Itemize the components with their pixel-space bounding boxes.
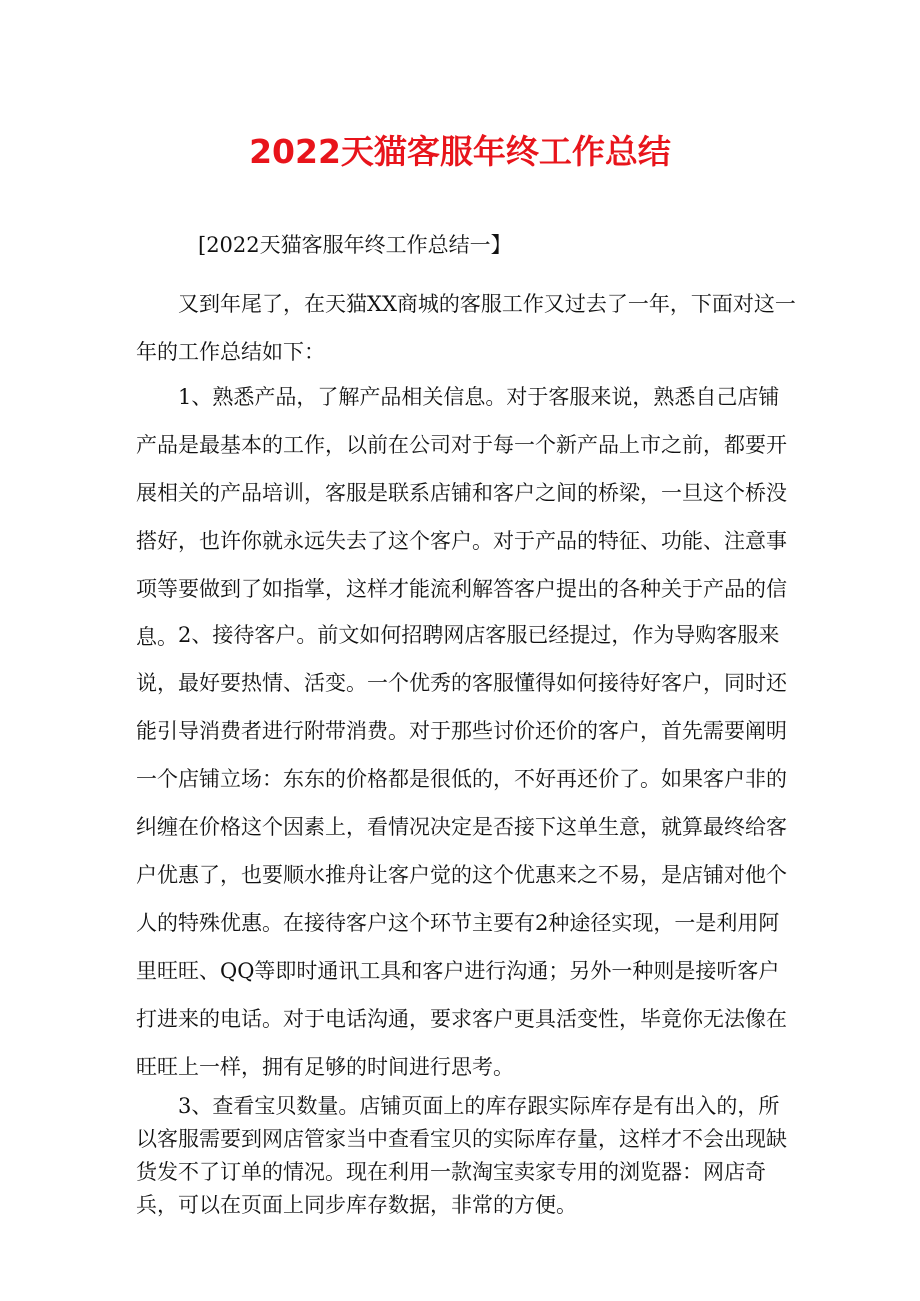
paragraph-product-knowledge: 1、熟悉产品，了解产品相关信息。对于客服来说，熟悉自己店铺产品是最基本的工作，以前在公司对于每一个新产品上市之前，都要开展相关的产品培训，客服是联系店铺和客户之间的桥梁，一旦这个桥没搭好，也许你就永远失去了这个客户。对于产品的特征、功能、注意事项等要做到了如指掌，这样才能流利解答客户提出的各种关于产品的信息。 [136,385,787,649]
document-title: 2022天猫客服年终工作总结 [249,132,671,171]
paragraph-customer-reception: 2、接待客户。前文如何招聘网店客服已经提过，作为导购客服来说，最好要热情、活变。一个优秀的客服懂得如何接待好客户，同时还能引导消费者进行附带消费。对于那些讨价还价的客户，首先需要阐明一个店铺立场：东东的价格都是很低的，不好再还价了。如果客户非的纠缠在价格这个因素上，看情况决定是否接下这单生意，就算最终给客户优惠了，也要顺水推舟让客户觉的这个优惠来之不易，是店铺对他个人的特殊优惠。在接待客户这个环节主要有2种途径实现，一是利用阿里旺旺、QQ等即时通讯工具和客户进行沟通；另外一种则是接听客户打进来的电话。对于电话沟通，要求客户更具活变性，毕竟你无法像在旺旺上一样，拥有足够的时间进行思考。 [136,623,787,1079]
section-subheading: [2022天猫客服年终工作总结一】 [198,233,512,257]
paragraph-inventory-check: 3、查看宝贝数量。店铺页面上的库存跟实际库存是有出入的，所以客服需要到网店管家当中查看宝贝的实际库存量，这样才不会出现缺货发不了订单的情况。现在利用一款淘宝卖家专用的浏览器：网店奇兵，可以在页面上同步库存数据，非常的方便。 [136,1094,787,1217]
paragraph-intro: 又到年尾了，在天猫XX商城的客服工作又过去了一年，下面对这一年的工作总结如下： [136,292,796,364]
